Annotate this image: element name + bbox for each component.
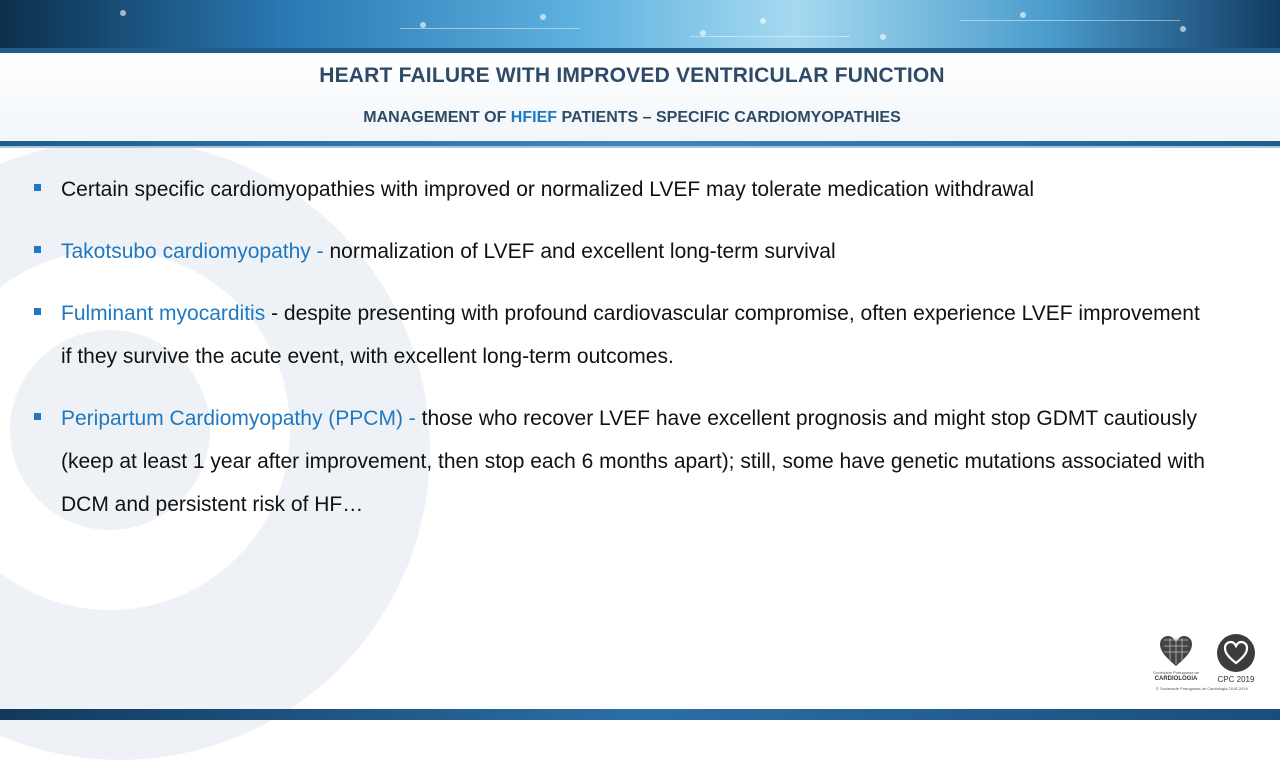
copyright-text: © Sociedade Portuguesa de Cardiologia 2018-2019 bbox=[1156, 686, 1248, 691]
bullet-text bbox=[61, 168, 1211, 211]
spc-logo-name: CARDIOLOGIA bbox=[1154, 676, 1198, 682]
bullet-body: normalization of LVEF and excellent long-term survival bbox=[329, 240, 836, 263]
subtitle-suffix: PATIENTS – SPECIFIC CARDIOMYOPATHIES bbox=[557, 109, 901, 126]
bullet-highlight: Peripartum Cardiomyopathy (PPCM) - bbox=[61, 407, 422, 430]
bullet-highlight: Fulminant myocarditis bbox=[61, 302, 266, 325]
spc-logo bbox=[1150, 634, 1202, 692]
slide-subtitle bbox=[0, 109, 1264, 127]
bullet-body: - despite presenting with profound cardiovascular compromise, often experience LVEF improvement if they survive the acute event, with excellent long-term outcomes. bbox=[61, 302, 1200, 368]
bullet-text bbox=[61, 230, 1211, 273]
heart-grid-icon bbox=[1158, 634, 1194, 668]
bullet-marker bbox=[34, 413, 41, 420]
bottom-bar bbox=[0, 709, 1280, 720]
slide-title: HEART FAILURE WITH IMPROVED VENTRICULAR FUNCTION bbox=[319, 64, 945, 87]
subtitle-prefix: MANAGEMENT OF bbox=[363, 109, 511, 126]
subtitle-highlight: HFIEF bbox=[510, 109, 558, 126]
bullet-marker bbox=[34, 308, 41, 315]
bullet-body: those who recover LVEF have excellent prognosis and might stop GDMT cautiously (keep at least 1 year after improvement, then stop each 6 months apart); still, some have genetic mutations associated with DCM and persistent risk of HF… bbox=[61, 407, 1205, 516]
bullet-text bbox=[61, 397, 1211, 526]
cpc-heart-icon bbox=[1217, 634, 1255, 672]
bullet-body: Certain specific cardiomyopathies with improved or normalized LVEF may tolerate medication withdrawal bbox=[61, 178, 1035, 201]
spc-logo-small-text: Sociedade Portuguesa de bbox=[1152, 670, 1200, 675]
cpc-logo bbox=[1214, 634, 1258, 684]
top-banner bbox=[0, 0, 1280, 52]
bullet-marker bbox=[34, 246, 41, 253]
bullet-text bbox=[61, 292, 1211, 378]
header-rule-light bbox=[0, 146, 1280, 148]
bullet-highlight: Takotsubo cardiomyopathy - bbox=[61, 240, 330, 263]
cpc-logo-label: CPC 2019 bbox=[1217, 675, 1255, 684]
bullet-marker bbox=[34, 184, 41, 191]
